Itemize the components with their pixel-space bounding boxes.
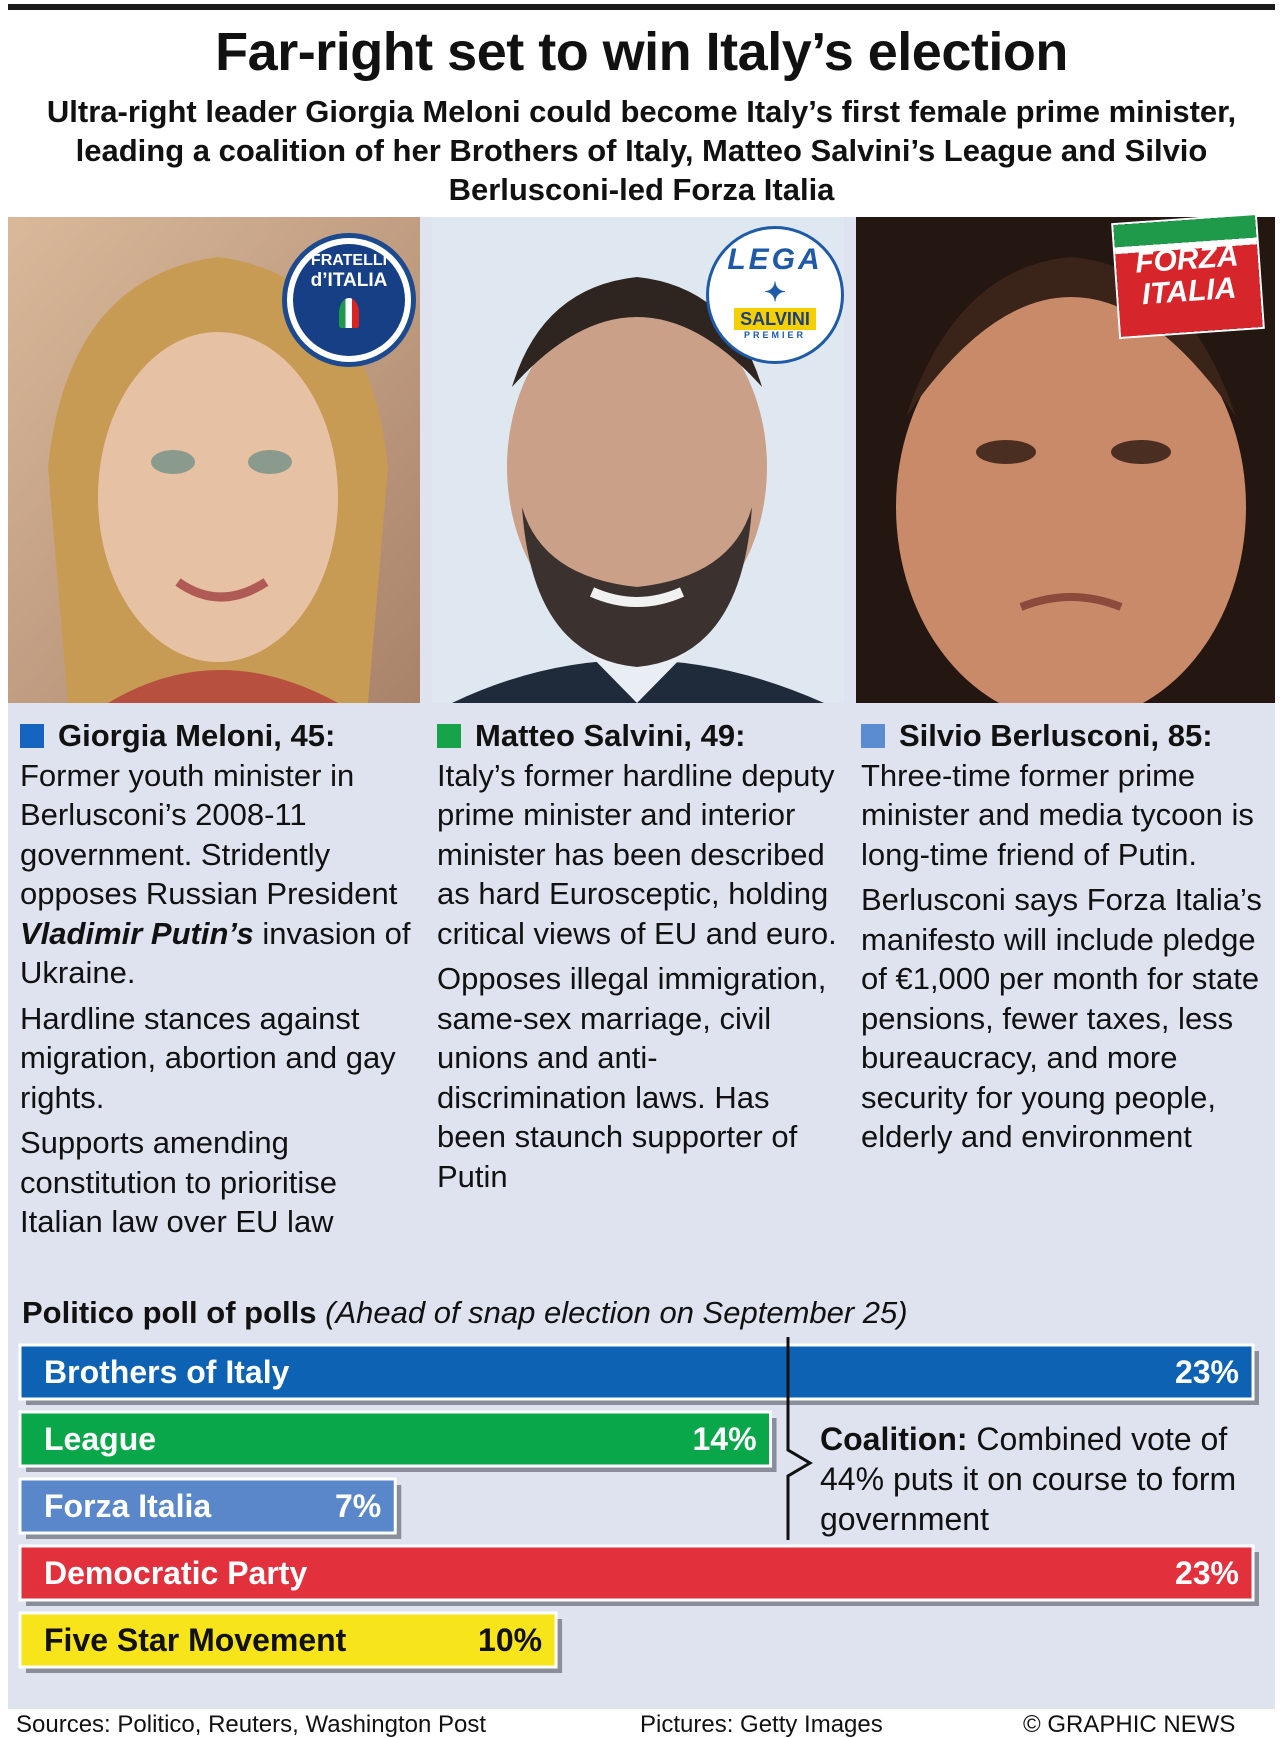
- meloni-bio-3: Supports amending constitution to prioritise Italian law over EU law: [20, 1125, 338, 1239]
- headline: Far-right set to win Italy’s election: [215, 22, 1068, 82]
- forza-italia-logo: FORZA ITALIA: [1113, 215, 1262, 337]
- berlusconi-bio-2: Berlusconi says Forza Italia’s manifesto will include pledge of €1,000 per month for state pensions, fewer taxes, less bureaucracy, and more security for young people, elderly and environment: [861, 882, 1262, 1154]
- democratic-party-value-label: 23%: [1174, 1555, 1239, 1591]
- brothers-of-italy-value-label: 23%: [1174, 1354, 1239, 1390]
- salvini-bio-2: Opposes illegal immigration, same-sex marriage, civil unions and anti-discrimination laws. Has been staunch supporter of Putin: [437, 961, 827, 1194]
- salvini-name: Matteo Salvini, 49:: [437, 716, 842, 756]
- league-label: League: [44, 1421, 157, 1457]
- coalition-note: Coalition: Combined vote of 44% puts it on course to form government: [820, 1421, 1237, 1537]
- berlusconi-bio-1: Three-time former prime minister and media tycoon is long-time friend of Putin.: [861, 757, 1254, 872]
- five-star-movement-label: Five Star Movement: [44, 1622, 347, 1658]
- meloni-bio-2: Hardline stances against migration, abortion and gay rights.: [20, 1000, 396, 1115]
- meloni-bio-1: Former youth minister in Berlusconi’s 2008-11 government. Stridently opposes Russian President Vladimir Putin’s invasion of Ukraine.: [20, 757, 411, 990]
- sources-credit: Sources: Politico, Reuters, Washington Post: [16, 1711, 486, 1738]
- copyright-credit: © GRAPHIC NEWS: [1023, 1711, 1236, 1738]
- democratic-party-label: Democratic Party: [44, 1555, 308, 1591]
- fratelli-italia-logo: FRATELLI d’ITALIA: [282, 233, 416, 367]
- brothers-of-italy-label: Brothers of Italy: [44, 1354, 290, 1390]
- salvini-bio-1: Italy’s former hardline deputy prime minister and interior minister has been described as hard Eurosceptic, holding critical views of EU and euro.: [437, 757, 837, 951]
- pictures-credit: Pictures: Getty Images: [640, 1711, 883, 1738]
- five-star-movement-value-label: 10%: [478, 1622, 543, 1658]
- lega-logo: LEGA ✦ SALVINI PREMIER: [706, 226, 844, 364]
- forza-italia-value-label: 7%: [335, 1488, 382, 1524]
- league-value-label: 14%: [692, 1421, 757, 1457]
- poll-heading: Politico poll of polls (Ahead of snap election on September 25): [22, 1295, 908, 1330]
- forza-italia-label: Forza Italia: [44, 1488, 212, 1524]
- subheadline: Ultra-right leader Giorgia Meloni could become Italy’s first female prime minister, leading a coalition of her Brothers of Italy, Matteo Salvini’s League and Silvio Berlusconi-led Forza Italia: [46, 94, 1237, 207]
- meloni-name: Giorgia Meloni, 45:: [20, 716, 420, 756]
- berlusconi-name: Silvio Berlusconi, 85:: [861, 716, 1273, 756]
